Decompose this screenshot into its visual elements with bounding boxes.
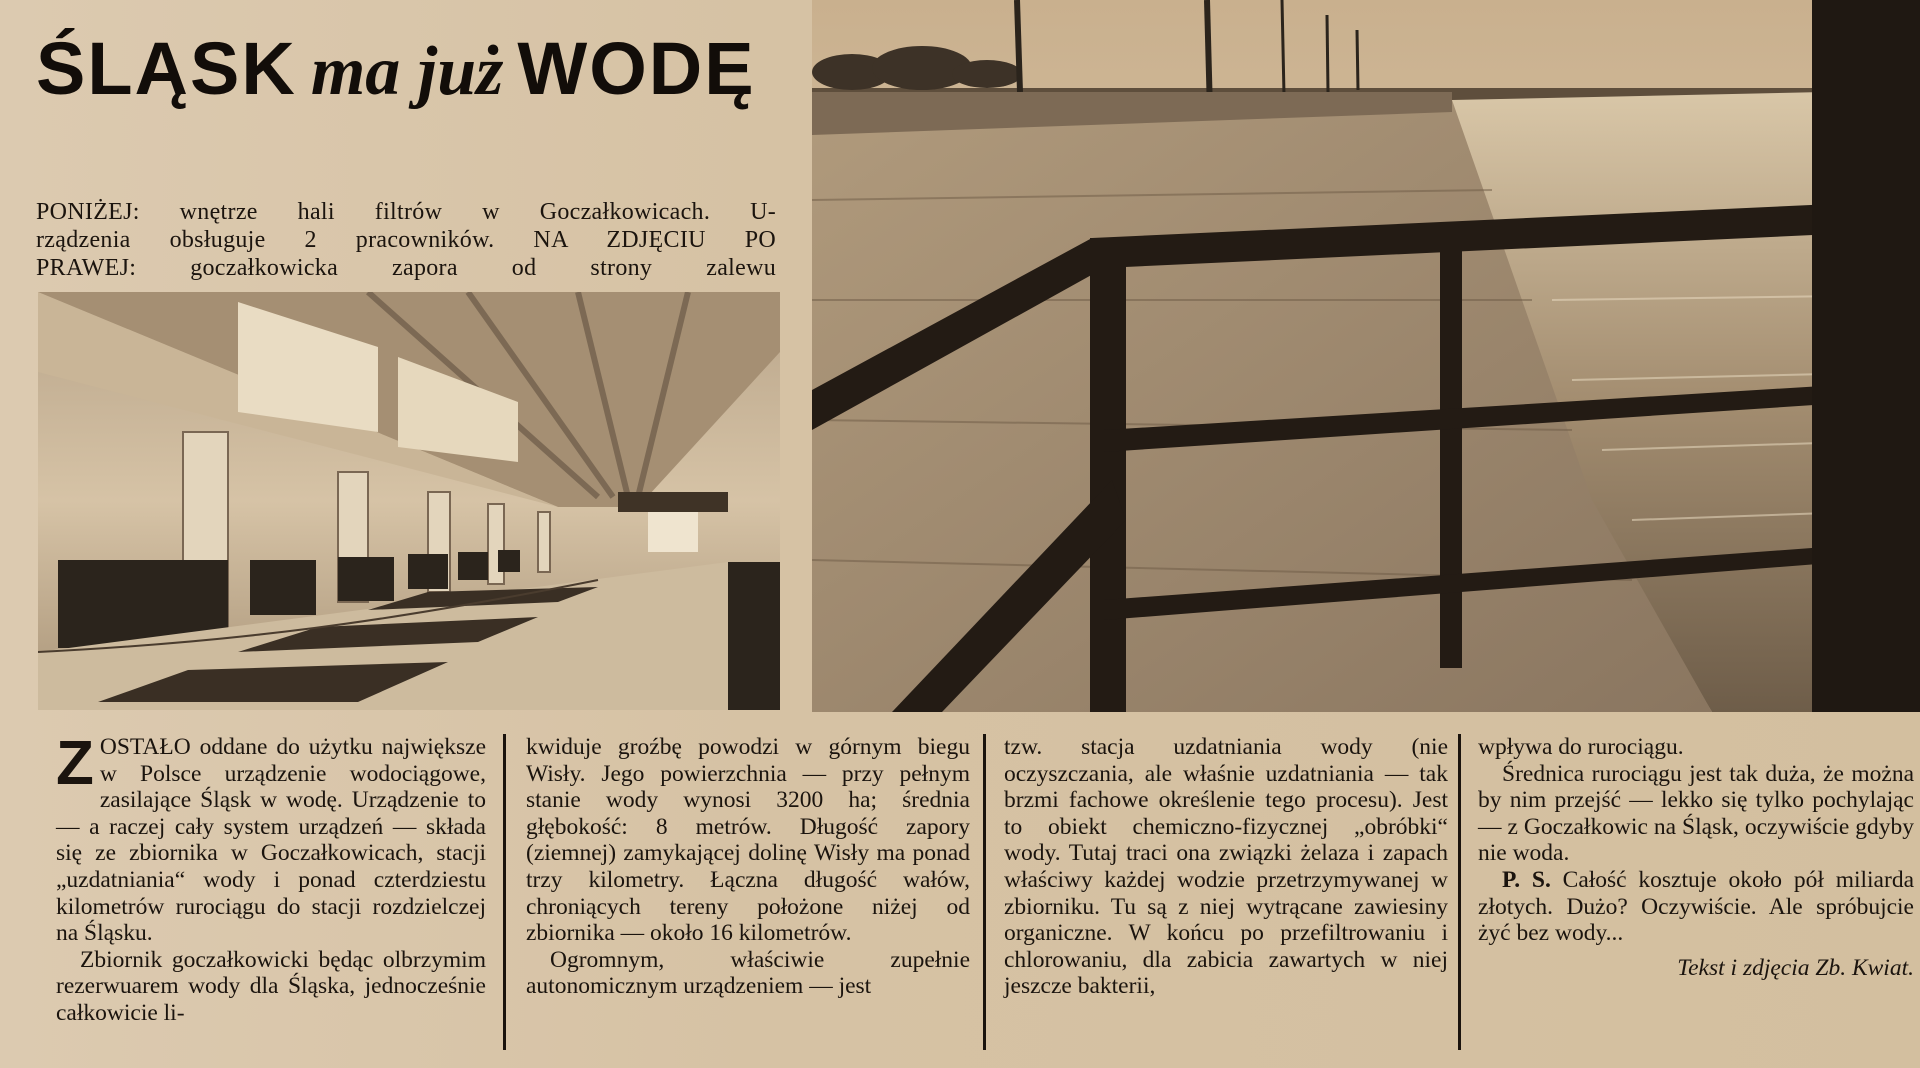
dam-image	[812, 0, 1920, 712]
filter-hall-photo	[38, 292, 780, 710]
article-paragraph-3: kwiduje groźbę powodzi w górnym biegu Wisły. Jego powierzchnia — przy pełnym stanie wody wynosi 3200 ha; średnia głębokość: 8 metrów. Długość zapory (ziemnej) zamykającej dolinę Wisły ma ponad trzy kilometry. Łączna długość wałów, chroniących tereny położone niżej od zbiornika — około 16 kilometrów.	[526, 734, 970, 947]
postscript	[1478, 867, 1914, 947]
column-rule-2	[983, 734, 986, 1050]
article-paragraph-6: wpływa do rurociągu.	[1478, 734, 1684, 760]
article-column-2	[526, 734, 970, 1000]
caption-line-2: rządzenia obsługuje 2 pracowników. NA ZDJĘCIU PO	[36, 227, 776, 253]
article-column-1	[56, 729, 486, 1027]
article-paragraph-1: OSTAŁO oddane do użytku największe w Polsce urządzenie wodociągowe, zasilające Śląsk w wodę. Urządzenie to — a raczej cały system urządzeń — składa się ze zbiornika w Goczałkowicach, stacji „uzdatniania“ wody i ponad czterdziestu kilometrów rurociągu do stacji rozdzielczej na Śląsku.	[56, 734, 486, 947]
column-rule-3	[1458, 734, 1461, 1050]
article-column-3	[1004, 734, 1448, 1000]
filter-hall-image	[38, 292, 780, 710]
headline-part-1: ŚLĄSK	[36, 27, 297, 110]
byline-signature: Tekst i zdjęcia Zb. Kwiat.	[1677, 954, 1914, 981]
caption-line-3: PRAWEJ: goczałkowicka zapora od strony zalewu	[36, 255, 776, 281]
postscript-label: P. S.	[1502, 866, 1551, 893]
article-paragraph-4: Ogromnym, właściwie zupełnie autonomicznym urządzeniem — jest	[526, 946, 970, 1000]
postscript-text: Całość kosztuje około pół miliarda złotych. Dużo? Oczywiście. Ale spróbujcie żyć bez wody...	[1478, 866, 1914, 947]
dam-photo	[812, 0, 1920, 712]
article-paragraph-2: Zbiornik goczałkowicki będąc olbrzymim rezerwuarem wody dla Śląska, jednocześnie całkowicie li-	[56, 946, 486, 1026]
drop-cap: Z	[56, 729, 94, 798]
headline-part-3: WODĘ	[517, 27, 756, 110]
headline	[36, 26, 796, 146]
article-paragraph-5: tzw. stacja uzdatniania wody (nie oczyszczania, ale właśnie uzdatniania — tak brzmi fachowe określenie tego procesu). Jest to obiekt chemiczno-fizycznej „obróbki“ wody. Tutaj traci ona związki żelaza i zapach właściwy każdej wodzie przetrzymywanej w zbiorniku. Tu są z niej wytrącane zawiesiny organiczne. W końcu po przefiltrowaniu i chlorowaniu, dla zabicia zawartych w niej jeszcze bakterii,	[1004, 734, 1448, 1000]
photo-caption	[36, 198, 776, 282]
caption-line-1: PONIŻEJ: wnętrze hali filtrów w Goczałkowicach. U-	[36, 199, 776, 225]
article-column-4	[1478, 734, 1914, 981]
column-rule-1	[503, 734, 506, 1050]
article-paragraph-7: Średnica rurociągu jest tak duża, że można by nim przejść — lekko się tylko pochylając — z Goczałkowic na Śląsk, oczywiście gdyby nie woda.	[1478, 760, 1914, 867]
headline-part-2: ma już	[310, 33, 504, 110]
